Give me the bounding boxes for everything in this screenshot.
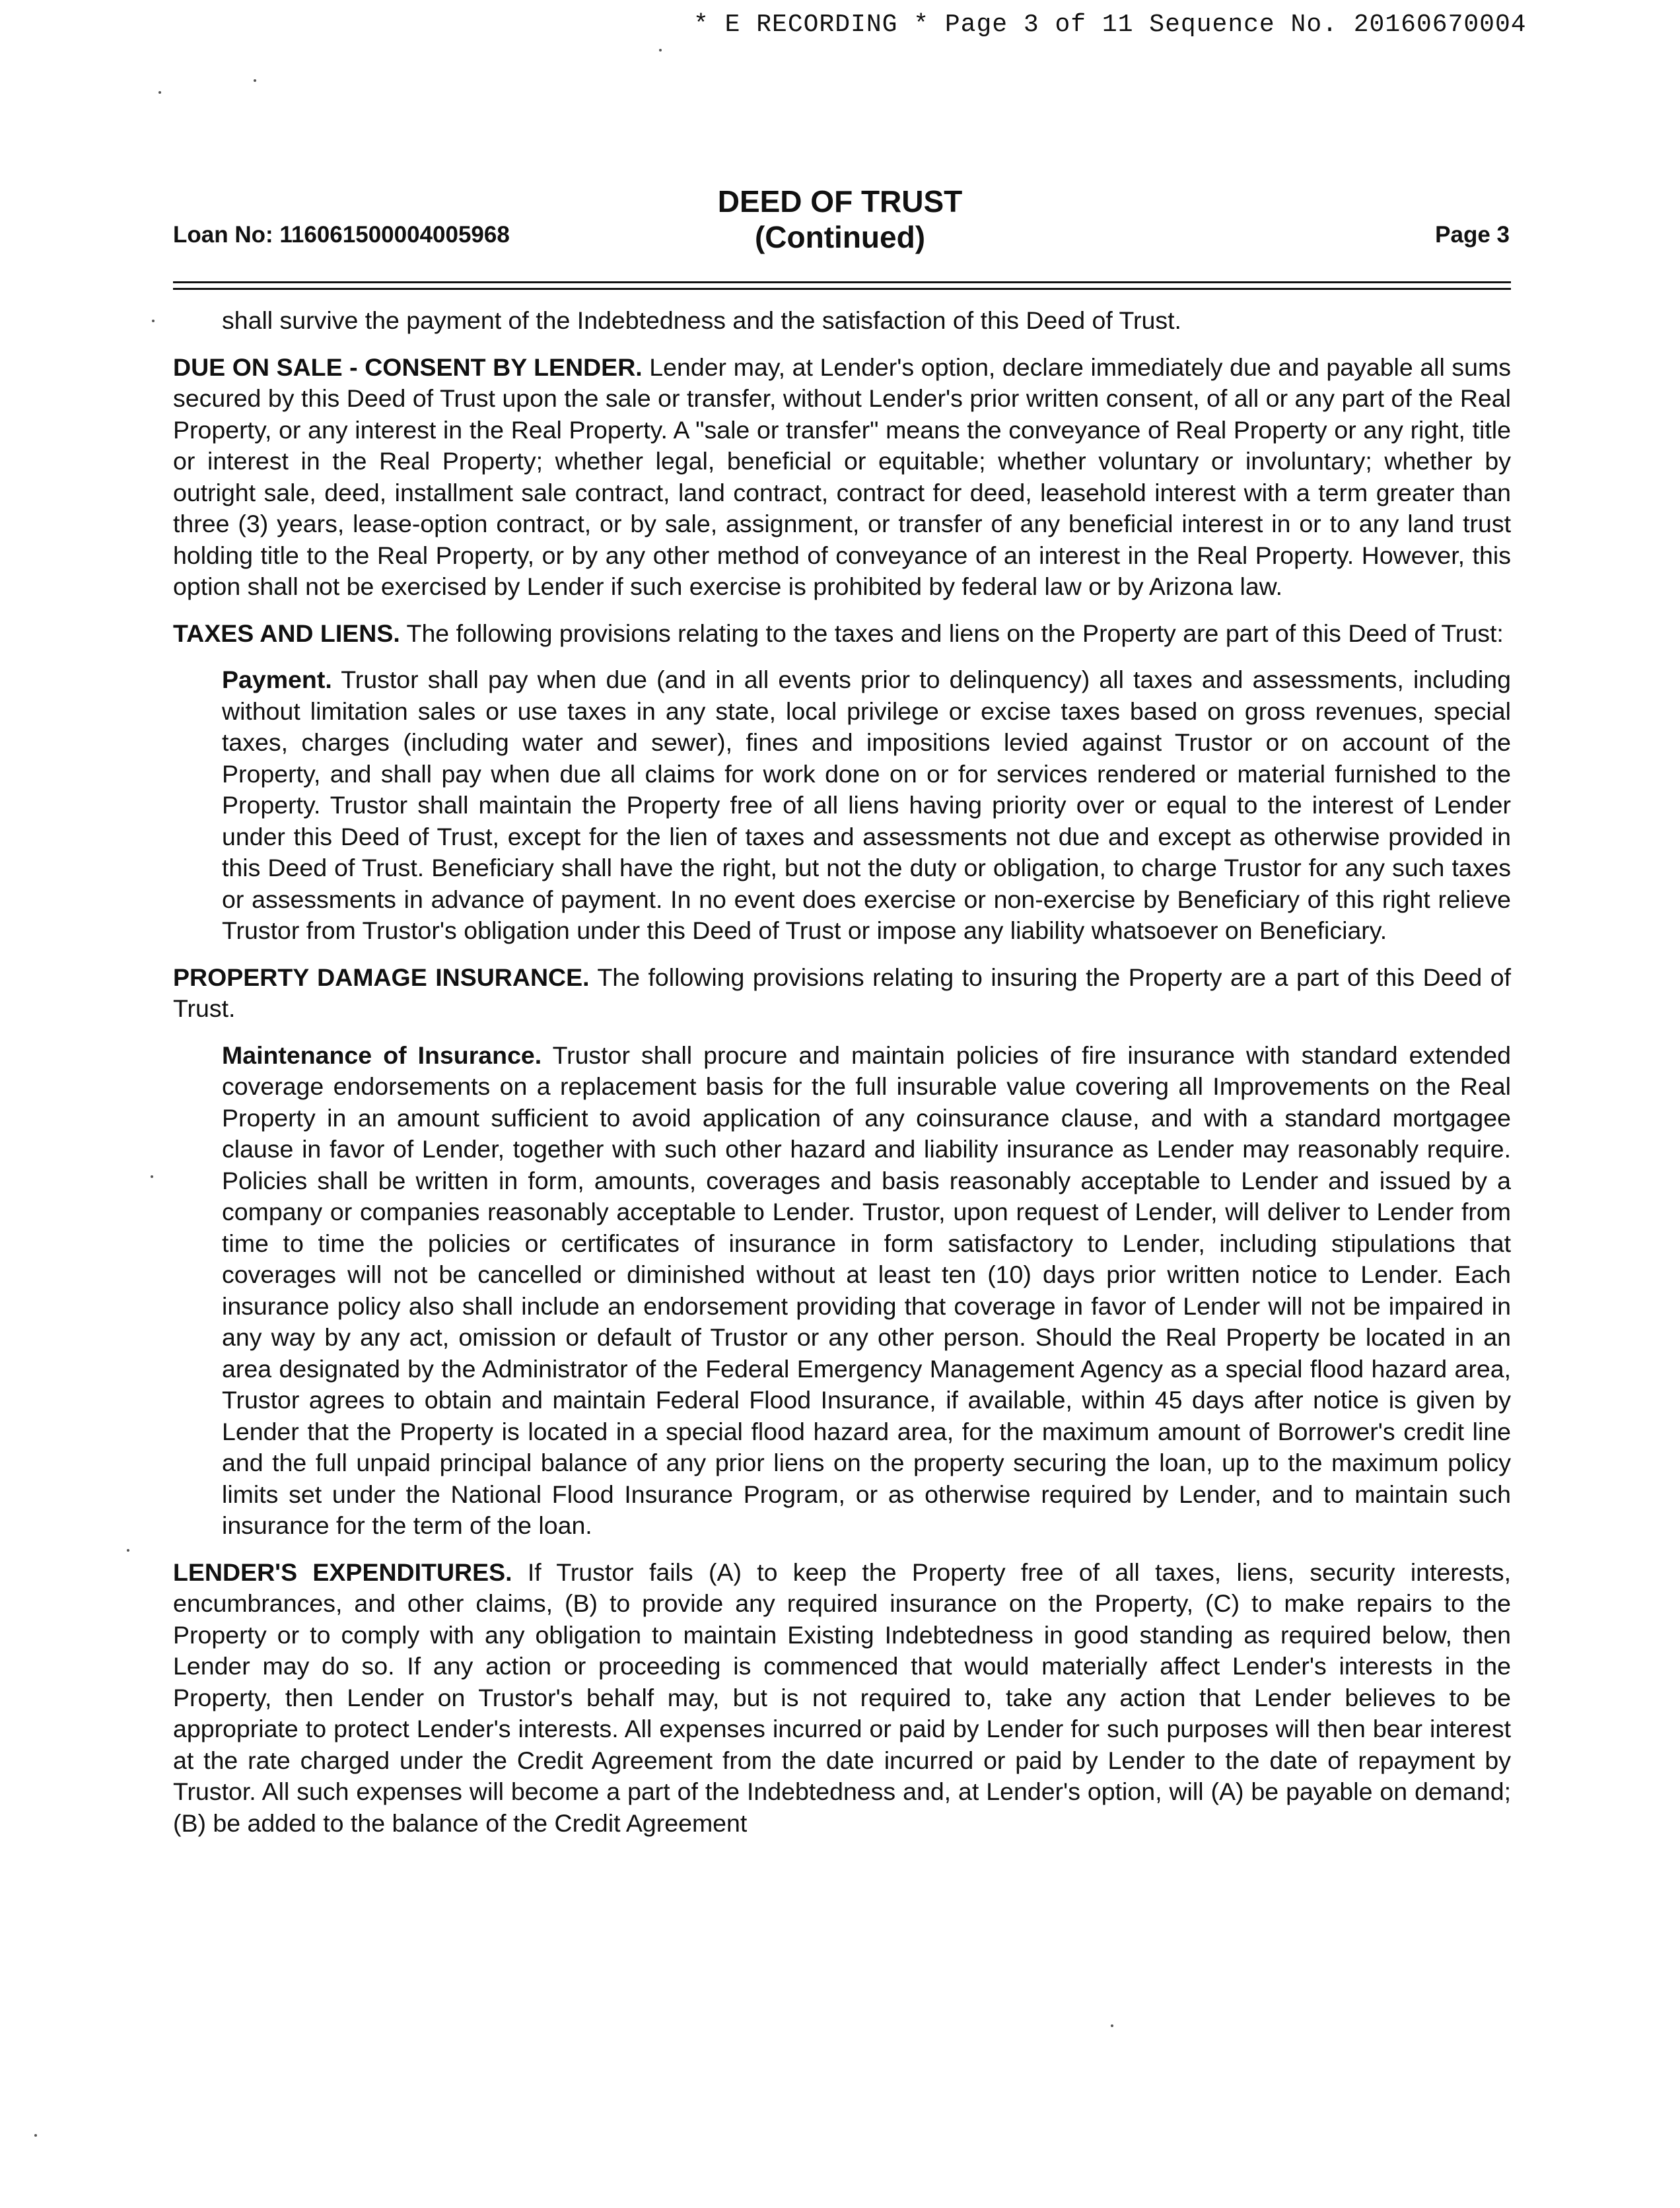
property-damage-insurance-section (173, 962, 1511, 1025)
scan-speck (1111, 2024, 1113, 2027)
subsection-text: Trustor shall pay when due (and in all events prior to delinquency) all taxes and assessments, including without limitation sales or use taxes in any state, local privilege or excise taxes based on gross revenues, special taxes, charges (including water and sewer), fines and impositions levied against Trustor or on account of the Property, and shall pay when due all claims for work done on or for services rendered or material furnished to the Property. Trustor shall maintain the Property free of all liens having priority over or equal to the interest of Lender under this Deed of Trust, except for the lien of taxes and assessments not due and except as otherwise provided in this Deed of Trust. Beneficiary shall have the right, but not the duty or obligation, to charge Trustor for any such taxes or assessments in advance of payment. In no event does exercise or non-exercise by Beneficiary of this right relieve Trustor from Trustor's obligation under this Deed of Trust or impose any liability whatsoever on Beneficiary. (222, 666, 1511, 944)
taxes-and-liens-section (173, 618, 1511, 650)
subsection-heading: Maintenance of Insurance. (222, 1041, 542, 1069)
due-on-sale-section (173, 352, 1511, 603)
subsection-heading: Payment. (222, 666, 332, 693)
title-line-1: DEED OF TRUST (717, 184, 963, 219)
section-heading: PROPERTY DAMAGE INSURANCE. (173, 963, 590, 991)
section-heading: LENDER'S EXPENDITURES. (173, 1558, 512, 1586)
maintenance-of-insurance-subsection (222, 1040, 1511, 1542)
scan-speck (158, 91, 161, 94)
scan-speck (152, 320, 155, 322)
section-text: Lender may, at Lender's option, declare immediately due and payable all sums secured by this Deed of Trust upon the sale or transfer, without Lender's prior written consent, of all or any part of the Real Property, or any interest in the Real Property. A "sale or transfer" means the conveyance of Real Property or any right, title or interest in the Real Property; whether legal, beneficial or equitable; whether voluntary or involuntary; whether by outright sale, deed, installment sale contract, land contract, contract for deed, leasehold interest with a term greater than three (3) years, lease-option contract, or by sale, assignment, or transfer of any beneficial interest in or to any land trust holding title to the Real Property, or by any other method of conveyance of an interest in the Real Property. However, this option shall not be exercised by Lender if such exercise is prohibited by federal law or by Arizona law. (173, 353, 1511, 600)
continuation-paragraph: shall survive the payment of the Indebtedness and the satisfaction of this Deed of Trust. (222, 306, 1181, 334)
header-rule-bottom (173, 288, 1511, 290)
scan-speck (127, 1549, 129, 1552)
lenders-expenditures-section (173, 1557, 1511, 1840)
section-heading: DUE ON SALE - CONSENT BY LENDER. (173, 353, 643, 381)
scan-speck (34, 2134, 37, 2137)
payment-subsection (222, 664, 1511, 947)
title-line-2: (Continued) (754, 220, 926, 254)
page-number: Page 3 (1435, 222, 1510, 248)
document-body (173, 305, 1511, 1854)
scan-speck (151, 1175, 153, 1178)
section-text: The following provisions relating to the taxes and liens on the Property are part of this Deed of Trust: (406, 619, 1504, 647)
scan-speck (659, 49, 662, 52)
subsection-text: Trustor shall procure and maintain policies of fire insurance with standard extended coverage endorsements on a replacement basis for the full insurable value covering all Improvements on the Real Property in an amount sufficient to avoid application of any coinsurance clause, and with a standard mortgagee clause in favor of Lender, together with such other hazard and liability insurance as Lender may reasonably require. Policies shall be written in form, amounts, coverages and basis reasonably acceptable to Lender and issued by a company or companies reasonably acceptable to Lender. Trustor, upon request of Lender, will deliver to Lender from time to time the policies or certificates of insurance in form satisfactory to Lender, including stipulations that coverages will not be cancelled or diminished without at least ten (10) days prior written notice to Lender. Each insurance policy also shall include an endorsement providing that coverage in favor of Lender will not be impaired in any way by any act, omission or default of Trustor or any other person. Should the Real Property be located in an area designated by the Administrator of the Federal Emergency Management Agency as a special flood hazard area, Trustor agrees to obtain and maintain Federal Flood Insurance, if available, within 45 days after notice is given by Lender that the Property is located in a special flood hazard area, for the maximum amount of Borrower's credit line and the full unpaid principal balance of any prior liens on the property securing the loan, up to the maximum policy limits set under the National Flood Insurance Program, or as otherwise required by Lender, and to maintain such insurance for the term of the loan. (222, 1041, 1511, 1539)
header-rule-top (173, 281, 1511, 283)
section-text: If Trustor fails (A) to keep the Property free of all taxes, liens, security interests, encumbrances, and other claims, (B) to provide any required insurance on the Property, (C) to make repairs to the Property or to comply with any obligation to maintain Existing Indebtedness in good standing as required below, then Lender may do so. If any action or proceeding is commenced that would materially affect Lender's interests in the Property, then Lender on Trustor's behalf may, but is not required to, take any action that Lender believes to be appropriate to protect Lender's interests. All expenses incurred or paid by Lender for such purposes will then bear interest at the rate charged under the Credit Agreement from the date incurred or paid by Lender to the date of repayment by Trustor. All such expenses will become a part of the Indebtedness and, at Lender's option, will (A) be payable on demand; (B) be added to the balance of the Credit Agreement (173, 1558, 1511, 1837)
section-heading: TAXES AND LIENS. (173, 619, 400, 647)
recording-stamp: * E RECORDING * Page 3 of 11 Sequence No. 20160670004 (693, 11, 1527, 39)
loan-number: Loan No: 116061500004005968 (173, 222, 510, 248)
section-text: The following provisions relating to insuring the Property are a part of this Deed of Trust. (173, 963, 1511, 1022)
scan-speck (254, 79, 256, 82)
